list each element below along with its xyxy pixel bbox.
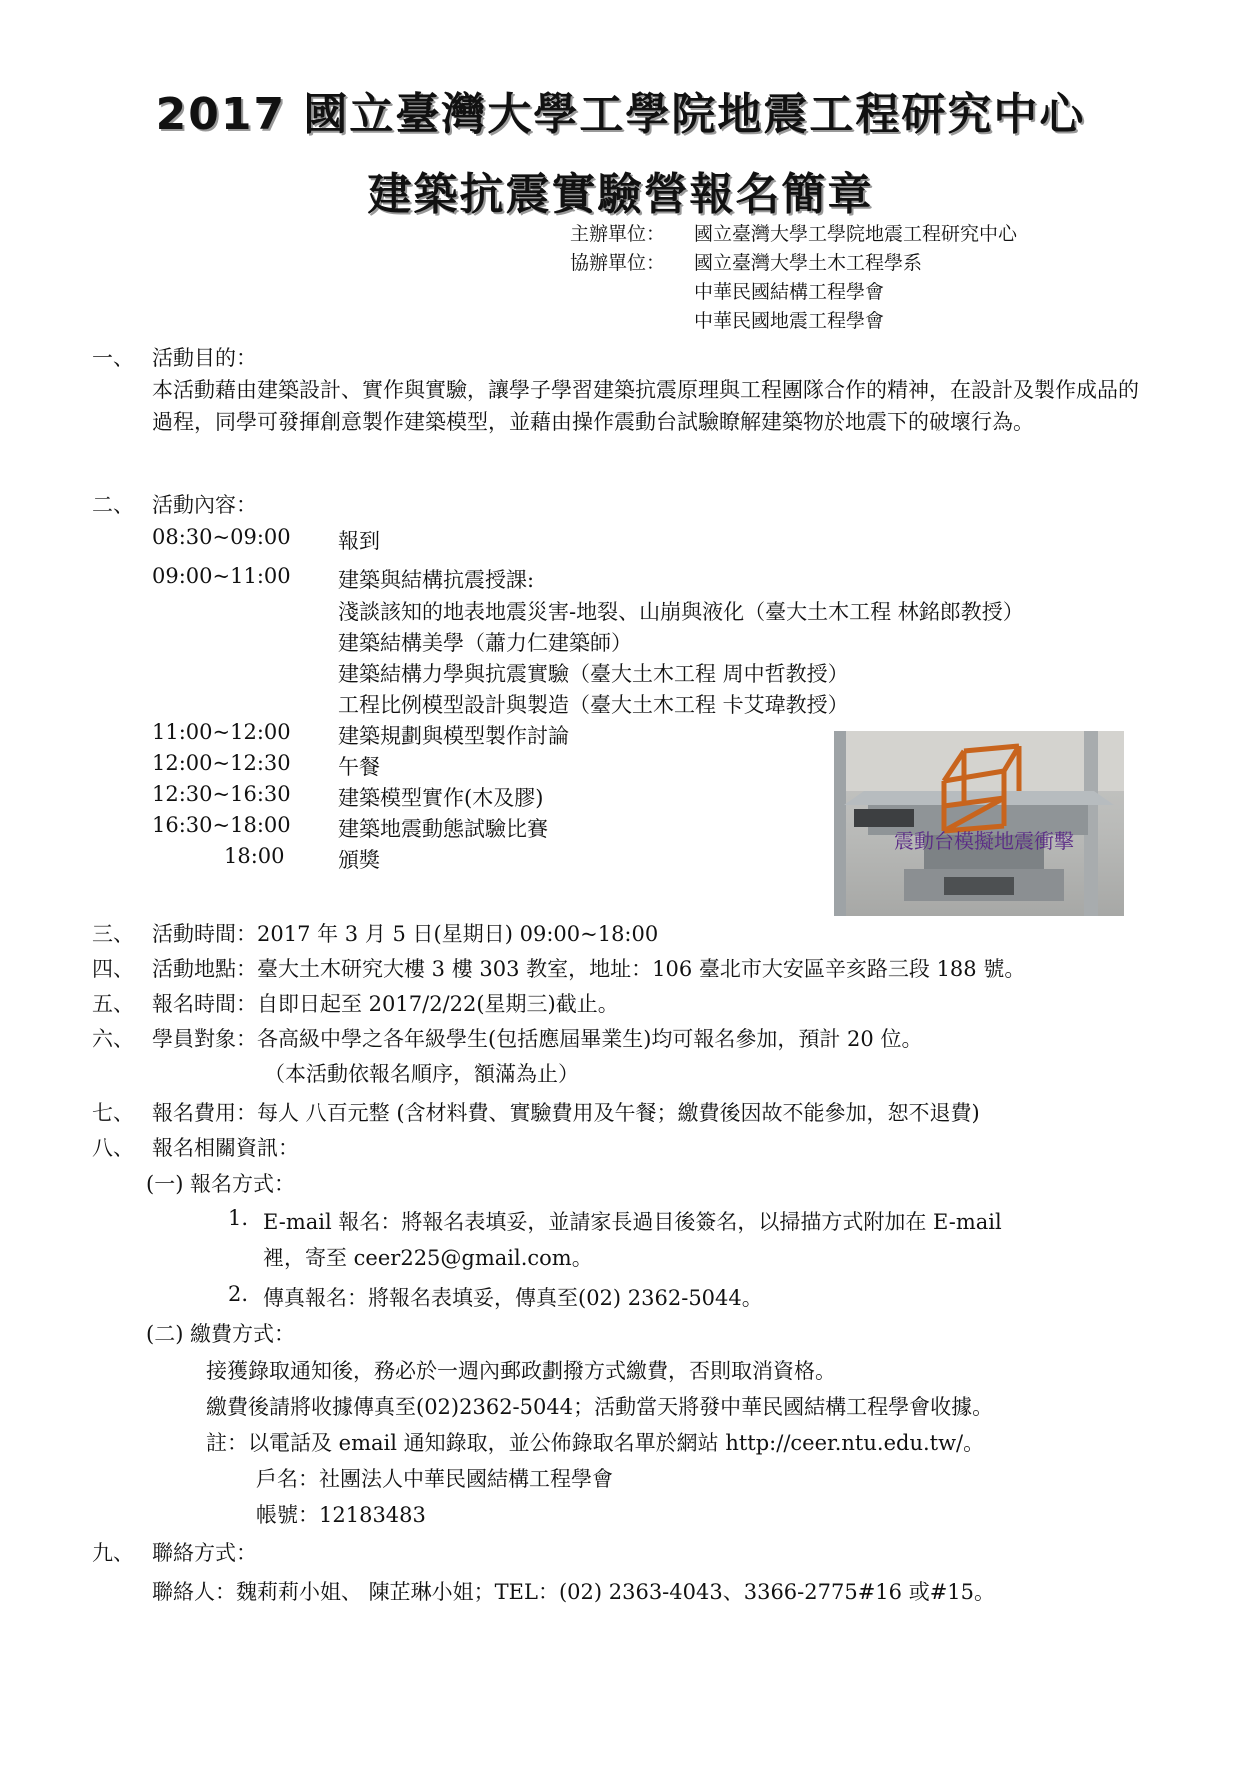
title-line-2: 建築抗震實驗營報名簡章 (367, 169, 874, 220)
schedule-item: 頒獎 (338, 848, 380, 872)
account-name: 戶名：社團法人中華民國結構工程學會 (256, 1467, 613, 1491)
section-3-text: 活動時間：2017 年 3 月 5 日(星期日) 09:00~18:00 (152, 922, 659, 946)
schedule-time: 12:30~16:30 (152, 782, 291, 806)
schedule-subitem: 淺談該知的地表地震災害-地裂、山崩與液化（臺大土木工程 林銘郎教授） (338, 600, 1024, 624)
section-8-sub-2: (二) 繳費方式： (146, 1322, 296, 1346)
section-5-text: 報名時間：自即日起至 2017/2/22(星期三)截止。 (152, 992, 619, 1016)
section-7-number: 七、 (92, 1101, 134, 1125)
item-1-number: 1. (228, 1206, 249, 1230)
schedule-item: 建築規劃與模型製作討論 (338, 724, 569, 748)
schedule-item: 午餐 (338, 755, 380, 779)
schedule-subitem: 工程比例模型設計與製造（臺大土木工程 卡艾瑋教授） (338, 693, 849, 717)
fax-registration-text: 傳真報名：將報名表填妥，傳真至(02) 2362-5044。 (263, 1286, 763, 1310)
schedule-time: 11:00~12:00 (152, 720, 291, 744)
section-8-label: 報名相關資訊： (152, 1136, 299, 1160)
account-number: 帳號：12183483 (256, 1503, 426, 1527)
schedule-time: 09:00~11:00 (152, 564, 291, 588)
section-2-number: 二、 (92, 493, 134, 517)
photo-caption: 震動台模擬地震衝擊 (894, 829, 1074, 853)
host-org: 國立臺灣大學工學院地震工程研究中心 (694, 223, 1018, 245)
schedule-item: 建築模型實作(木及膠) (338, 786, 544, 810)
schedule-time: 12:00~12:30 (152, 751, 291, 775)
email-registration-text: E-mail 報名：將報名表填妥，並請家長過目後簽名，以掃描方式附加在 E-mail (263, 1210, 1002, 1234)
schedule-time: 08:30~09:00 (152, 525, 291, 549)
section-2-label: 活動內容： (152, 493, 257, 517)
section-4-text: 活動地點：臺大土木研究大樓 3 樓 303 教室，地址：106 臺北市大安區辛亥路三段 188 號。 (152, 957, 1026, 981)
co-org-3: 中華民國地震工程學會 (694, 310, 885, 332)
section-4-number: 四、 (92, 957, 134, 981)
section-6-number: 六、 (92, 1027, 134, 1051)
section-1-number: 一、 (92, 346, 134, 370)
section-3-number: 三、 (92, 922, 134, 946)
section-1-text: 本活動藉由建築設計、實作與實驗，讓學子學習建築抗震原理與工程團隊合作的精神，在設計及製作成品的過程，同學可發揮創意製作建築模型，並藉由操作震動台試驗瞭解建築物於地震下的破壞行為。 (152, 378, 1139, 434)
shake-table-illustration (834, 731, 1124, 916)
section-7-text: 報名費用：每人 八百元整 (含材料費、實驗費用及午餐；繳費後因故不能參加，恕不退費) (152, 1101, 980, 1125)
section-9-number: 九、 (92, 1541, 134, 1565)
co-org-2: 中華民國結構工程學會 (694, 281, 885, 303)
item-2-number: 2. (228, 1282, 249, 1306)
schedule-item: 建築與結構抗震授課: (338, 568, 535, 592)
shake-table-photo (834, 731, 1124, 916)
section-9-label: 聯絡方式： (152, 1541, 257, 1565)
contact-text: 聯絡人：魏莉莉小姐、 陳芷琳小姐；TEL：(02) 2363-4043、3366-2775#16 或#15。 (152, 1580, 996, 1604)
schedule-time: 16:30~18:00 (152, 813, 291, 837)
payment-note: 註：以電話及 email 通知錄取，並公佈錄取名單於網站 http://ceer.ntu.edu.tw/。 (206, 1431, 985, 1455)
schedule-subitem: 建築結構力學與抗震實驗（臺大土木工程 周中哲教授） (338, 662, 849, 686)
section-6-note: （本活動依報名順序，額滿為止） (264, 1062, 579, 1086)
schedule-item: 報到 (338, 529, 380, 553)
section-5-number: 五、 (92, 992, 134, 1016)
section-1-label: 活動目的： (152, 346, 257, 370)
title-line-1: 2017 國立臺灣大學工學院地震工程研究中心 (155, 89, 1086, 140)
email-registration-text-2: 裡，寄至 ceer225@gmail.com。 (263, 1246, 593, 1270)
section-8-sub-1: (一) 報名方式： (146, 1172, 296, 1196)
co-org-1: 國立臺灣大學土木工程學系 (694, 252, 923, 274)
section-8-number: 八、 (92, 1136, 134, 1160)
payment-text-2: 繳費後請將收據傳真至(02)2362-5044；活動當天將發中華民國結構工程學會收據。 (206, 1395, 994, 1419)
schedule-item: 建築地震動態試驗比賽 (338, 817, 548, 841)
section-6-text: 學員對象：各高級中學之各年級學生(包括應屆畢業生)均可報名參加，預計 20 位。 (152, 1027, 923, 1051)
schedule-subitem: 建築結構美學（蕭力仁建築師） (338, 631, 632, 655)
co-label: 協辦單位： (570, 252, 666, 274)
schedule-time: 18:00 (224, 844, 285, 868)
host-label: 主辦單位： (570, 223, 666, 245)
payment-text-1: 接獲錄取通知後，務必於一週內郵政劃撥方式繳費，否則取消資格。 (206, 1359, 836, 1383)
